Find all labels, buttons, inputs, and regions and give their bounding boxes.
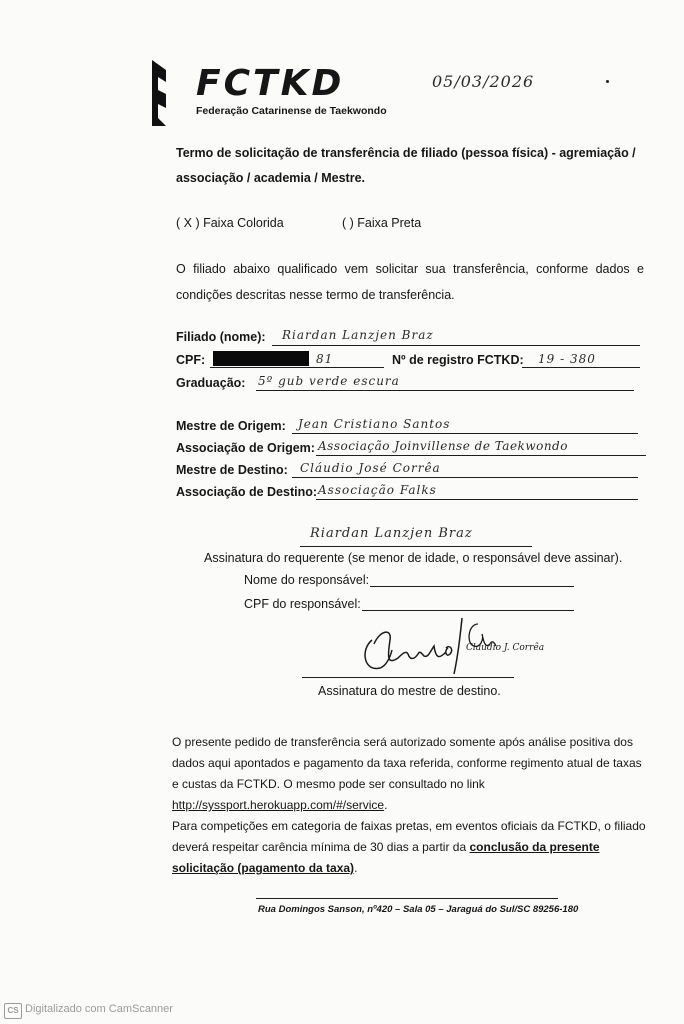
notice-transfer-text: O presente pedido de transferência será autorizado somente após análise positiva dos dados aqui apontados e pagamento da taxa referida, conforme regimento atual de taxas e custas da FCTKD. O mesmo pode ser consultado no link [172, 735, 642, 791]
cpf-label: CPF: [176, 353, 206, 367]
assoc-destino-line [316, 499, 638, 500]
graduacao-label: Graduação: [176, 376, 246, 390]
cpf-value: 81 [316, 352, 334, 366]
assoc-destino-label: Associação de Destino: [176, 485, 318, 499]
ink-dot [606, 80, 609, 83]
mestre-signature-text: Claudio J. Corrêa [466, 643, 545, 653]
mestre-origem-label: Mestre de Origem: [176, 419, 286, 433]
registro-value: 19 - 380 [538, 352, 596, 366]
mestre-caption: Assinatura do mestre de destino. [318, 684, 501, 698]
mestre-signature-line [302, 677, 514, 678]
registro-label: Nº de registro FCTKD: [392, 353, 524, 367]
footer-address: Rua Domingos Sanson, nº420 – Sala 05 – Jaraguá do Sul/SC 89256-180 [258, 904, 579, 915]
logo-title: FCTKD [196, 63, 345, 104]
assoc-origem-line [316, 455, 646, 456]
graduacao-line [256, 390, 634, 391]
notice-transfer [172, 732, 646, 816]
logo-subtitle: Federação Catarinense de Taekwondo [196, 105, 387, 117]
notice-black-belt-underlined: conclusão da presente solicitação (pagamento da taxa) [172, 840, 600, 875]
filiado-value: Riardan Lanzjen Braz [282, 328, 434, 342]
fctkd-logo-mark [150, 60, 168, 126]
responsavel-nome-line [370, 586, 574, 587]
notice-transfer-end: . [384, 798, 388, 812]
cpf-line [210, 367, 384, 368]
filiado-label: Filiado (nome): [176, 330, 266, 344]
filiado-line [272, 345, 640, 346]
assoc-origem-label: Associação de Origem: [176, 441, 315, 455]
assoc-destino-value: Associação Falks [318, 483, 437, 497]
notice-black-belt-text: Para competições em categoria de faixas pretas, em eventos oficiais da FCTKD, o filiado deverá respeitar carência mínima de 30 dias a partir da [172, 819, 646, 854]
mestre-origem-line [292, 433, 638, 434]
mestre-destino-label: Mestre de Destino: [176, 463, 288, 477]
document-title-line1: Termo de solicitação de transferência de filiado (pessoa física) - agremiação / [176, 146, 636, 160]
document-title-line2: associação / academia / Mestre. [176, 171, 365, 185]
graduacao-value: 5º gub verde escura [258, 374, 400, 388]
handwritten-date: 05/03/2026 [432, 72, 535, 91]
service-link[interactable]: http://syssport.herokuapp.com/#/service [172, 798, 385, 812]
camscanner-icon: CS [4, 1003, 22, 1019]
mestre-destino-line [292, 477, 638, 478]
belt-colored-option: ( X ) Faixa Colorida [176, 216, 284, 230]
registro-line [522, 367, 640, 368]
notice-black-belt-end: . [354, 861, 358, 875]
requerente-signature: Riardan Lanzjen Braz [310, 526, 473, 541]
mestre-signature [350, 610, 545, 684]
cpf-redaction [213, 351, 309, 366]
camscanner-watermark: Digitalizado com CamScanner [25, 1003, 173, 1015]
footer-divider [256, 898, 558, 899]
assoc-origem-value: Associação Joinvillense de Taekwondo [318, 439, 568, 453]
belt-black-option: ( ) Faixa Preta [342, 216, 422, 230]
responsavel-cpf-label: CPF do responsável: [244, 597, 361, 611]
requerente-caption: Assinatura do requerente (se menor de idade, o responsável deve assinar). [204, 551, 623, 565]
intro-paragraph: O filiado abaixo qualificado vem solicitar sua transferência, conforme dados e condições descritas nesse termo de transferência. [176, 262, 644, 302]
notice-black-belt [172, 816, 646, 879]
responsavel-nome-label: Nome do responsável: [244, 573, 370, 587]
requerente-signature-line [300, 546, 532, 547]
mestre-destino-value: Cláudio José Corrêa [300, 461, 441, 475]
mestre-origem-value: Jean Cristiano Santos [298, 417, 451, 431]
